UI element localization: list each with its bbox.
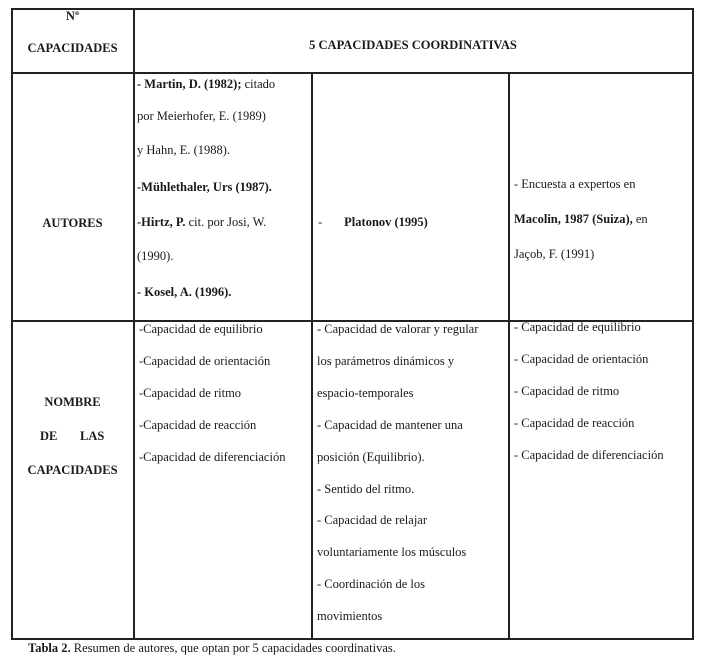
author-hirtz-year: (1990). [137, 249, 174, 263]
author-platonov [318, 215, 428, 230]
capacity-list-item: - Capacidad de ritmo [514, 384, 620, 398]
capacity-list-item: - Capacidad de equilibrio [514, 320, 641, 334]
nombre-row-label-2a: DE [40, 429, 58, 443]
capacity-list-item: - Capacidad de mantener una [317, 418, 463, 432]
author-martin [137, 77, 275, 92]
capacity-list-item: -Capacidad de equilibrio [139, 322, 263, 336]
capacity-list-item: - Capacidad de valorar y regular [317, 322, 479, 336]
author-muhlethaler: -Mühlethaler, Urs (1987). [137, 180, 272, 194]
nombre-row-label-2b: LAS [80, 429, 105, 443]
author-encuesta: - Encuesta a expertos en [514, 177, 636, 191]
nombre-row-label-1: NOMBRE [44, 395, 101, 409]
author-macolin-rest: en [632, 212, 648, 226]
column-divider-3 [508, 72, 510, 639]
author-macolin [514, 212, 648, 227]
author-platonov-name: Platonov (1995) [344, 215, 428, 229]
capacity-list-item: -Capacidad de reacción [139, 418, 257, 432]
autores-row-label: AUTORES [42, 216, 103, 230]
capacity-list-item: - Capacidad de relajar [317, 513, 428, 527]
table-caption [28, 641, 396, 656]
column-divider-2 [311, 72, 313, 639]
capacity-list-item: espacio-temporales [317, 386, 414, 400]
author-platonov-dash: - [318, 215, 323, 229]
label-column-divider [133, 8, 135, 639]
table-title: 5 CAPACIDADES COORDINATIVAS [309, 38, 517, 52]
author-macolin-name: Macolin, 1987 (Suiza), [514, 212, 633, 226]
capacity-list-item: los parámetros dinámicos y [317, 354, 455, 368]
capacity-list-item: posición (Equilibrio). [317, 450, 425, 464]
author-meierhofer: por Meierhofer, E. (1989) [137, 109, 266, 123]
caption-text: Resumen de autores, que optan por 5 capacidades coordinativas. [70, 641, 396, 655]
capacity-list-item: -Capacidad de diferenciación [139, 450, 286, 464]
author-hirtz-cited: cit. por Josi, W. [185, 215, 267, 229]
header-divider [11, 72, 694, 74]
author-martin-cited: citado [241, 77, 276, 91]
table-border-right [692, 8, 694, 639]
capacidades-header: CAPACIDADES [27, 41, 118, 55]
capacity-list-item: - Capacidad de orientación [514, 352, 649, 366]
capacity-list-item: voluntariamente los músculos [317, 545, 467, 559]
caption-label: Tabla 2. [28, 641, 71, 655]
capacity-list-item: - Capacidad de reacción [514, 416, 635, 430]
capacity-list-item: -Capacidad de orientación [139, 354, 271, 368]
table-border-bottom [11, 638, 694, 640]
author-martin-name: - Martin, D. (1982); [137, 77, 242, 91]
capacity-list-item: - Capacidad de diferenciación [514, 448, 664, 462]
author-kosel: - Kosel, A. (1996). [137, 285, 232, 299]
author-hirtz-name: -Hirtz, P. [137, 215, 186, 229]
num-header: Nº [65, 9, 80, 23]
capacity-list-item: - Coordinación de los [317, 577, 425, 591]
author-jacob: Jaçob, F. (1991) [514, 247, 595, 261]
author-hirtz [137, 215, 266, 230]
capacity-list-item: movimientos [317, 609, 383, 623]
table-border-left [11, 8, 13, 639]
capacity-list-item: -Capacidad de ritmo [139, 386, 242, 400]
author-hahn: y Hahn, E. (1988). [137, 143, 231, 157]
nombre-row-label-3: CAPACIDADES [27, 463, 118, 477]
capacity-list-item: - Sentido del ritmo. [317, 482, 415, 496]
